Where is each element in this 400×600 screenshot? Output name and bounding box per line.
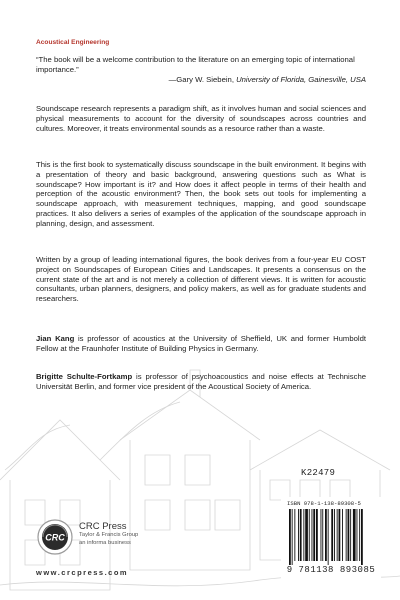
barcode-bar [331,509,333,561]
barcode-bar [298,509,299,561]
barcode-bar [316,509,318,561]
barcode-bar [359,509,360,561]
description-paragraph-2: This is the first book to systematically discuss soundscape in the built environment. It begins with a presentation of theory and basic background, answering questions such as What is soundscape? How important is it? and How does it affect people in terms of their health and perception of the acoustic environment? Then, the book sets out tools for implementing a soundscape approach, with measurement techniques, mapping, and good soundscape practices. It also delivers a series of examples of the application of the soundscape approach in planning, design, and assessment. [36,160,366,228]
barcode-bar [325,509,327,561]
description-paragraph-1: Soundscape research represents a paradigm shift, as it involves human and social sciences and physical measurements to account for the diversity of soundscapes across countries and cultures. Moreover, it treats environmental sounds as a resource rather than a waste. [36,104,366,133]
crc-press-logo-icon [37,519,73,555]
barcode-bar [313,509,315,561]
barcode-bar [348,509,350,561]
barcode-bar [303,509,304,561]
barcode-bar [361,509,363,565]
author-name-2: Brigitte Schulte-Fortkamp [36,372,133,381]
publisher-group: Taylor & Francis Group [79,532,139,538]
barcode-bar [350,509,351,561]
author-bio-2 [36,372,366,392]
barcode-bar [300,509,302,561]
barcode-bar [339,509,341,561]
author-bio-text-1: is professor of acoustics at the University of Sheffield, UK and former Humboldt Fellow at the Fraunhofer Institute of Building Physics in Germany. [36,334,366,353]
barcode-bar [294,509,295,561]
publisher-website-link[interactable]: www.crcpress.com [36,568,129,577]
barcode-bar [357,509,358,561]
barcode-bar [328,509,329,565]
ean-number: 9 781138 893085 [286,565,376,575]
endorsement-quote [36,55,366,84]
author-bio-text-2: is professor of psychoacoustics and noise effects at Technische Universität Berlin, and former vice president of the Acoustical Society of America. [36,372,366,391]
barcode-bar [305,509,308,561]
barcode-bar [322,509,323,561]
quote-attribution [36,75,366,85]
description-paragraph-3: Written by a group of leading international figures, the book derives from a four-year EU COST project on Soundscapes of European Cities and Landscapes. It presents a consensus on the current state of the art and is not merely a collection of different views. It is written for acoustic consultants, urban planners, designers, and policy makers, as well as for graduate students and researchers. [36,255,366,303]
barcode-bar [321,509,322,561]
quote-affiliation: University of Florida, Gainesville, USA [236,74,366,84]
barcode-bar [292,509,293,565]
barcode-bar [334,509,335,561]
barcode-bar [312,509,313,561]
barcode-bar [289,509,291,565]
quote-author: —Gary W. Siebein, [168,74,237,84]
barcode-bar [353,509,356,561]
author-name-1: Jian Kang [36,334,75,343]
publisher-name: CRC Press [79,521,127,532]
barcode-bar [342,509,343,561]
series-title: Acoustical Engineering [36,39,110,46]
barcode-bar [346,509,347,561]
barcode-image [287,509,375,565]
isbn-label: ISBN 978-1-138-89308-5 [287,500,361,507]
barcode-bar [337,509,338,561]
product-code: K22479 [301,468,336,478]
author-bio-1 [36,334,366,354]
svg-text:CRC: CRC [45,532,65,543]
publisher-tagline: an informa business [79,540,131,546]
quote-text: “The book will be a welcome contribution to the literature on an emerging topic of international importance.” [36,55,355,74]
barcode-bar [309,509,310,561]
